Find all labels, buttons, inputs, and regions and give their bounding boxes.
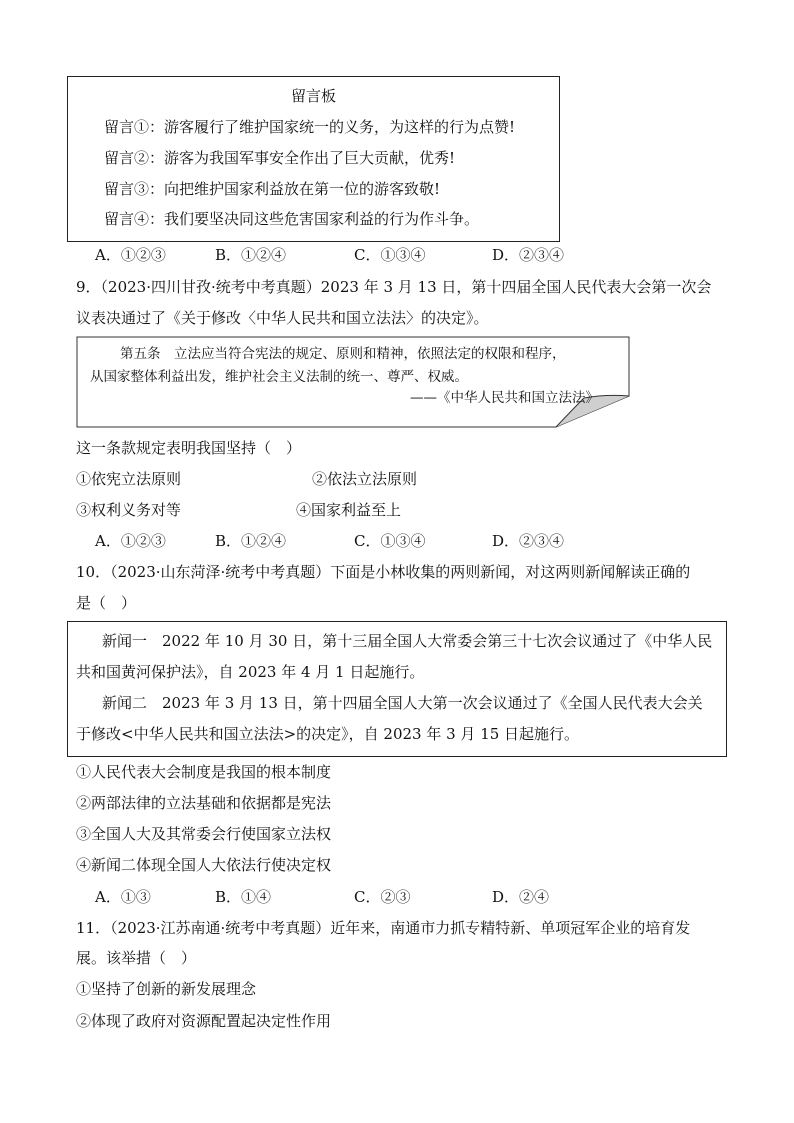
q10-item-1: ①人民代表大会制度是我国的根本制度 xyxy=(76,763,332,781)
news-1-line-2: 共和国黄河保护法》，自 2023 年 4 月 1 日起施行。 xyxy=(76,663,425,681)
news-2-line-1: 新闻二 2023 年 3 月 13 日，第十四届全国人大第一次会议通过了《全国人民代表大会关 xyxy=(102,694,703,712)
q10-stem-line-1: 10．（2023·山东菏泽·统考中考真题）下面是小林收集的两则新闻，对这两则新闻解读正确的 xyxy=(76,563,691,581)
q8-option-b[interactable]: B．①②④ xyxy=(215,246,287,264)
q9-quote-note xyxy=(76,336,632,428)
q8-option-c[interactable]: C．①③④ xyxy=(354,246,426,264)
q10-news-box xyxy=(67,621,727,757)
message-2: 留言②：游客为我国军事安全作出了巨大贡献，优秀! xyxy=(104,149,456,167)
q10-item-3: ③全国人大及其常委会行使国家立法权 xyxy=(76,825,332,843)
message-1: 留言①：游客履行了维护国家统一的义务，为这样的行为点赞! xyxy=(104,118,516,136)
q9-option-d[interactable]: D．②③④ xyxy=(492,532,565,550)
q8-option-d[interactable]: D．②③④ xyxy=(492,246,565,264)
q11-stem-line-1: 11．（2023·江苏南通·统考中考真题）近年来，南通市力抓专精特新、单项冠军企业的培育发 xyxy=(76,919,691,937)
q11-item-2: ②体现了政府对资源配置起决定性作用 xyxy=(76,1012,332,1030)
q9-stem-line-1: 9．（2023·四川甘孜·统考中考真题）2023 年 3 月 13 日，第十四届全国人民代表大会第一次会 xyxy=(76,278,712,296)
q9-item-1: ①依宪立法原则 xyxy=(76,470,182,488)
q9-stem-line-2: 议表决通过了《关于修改〈中华人民共和国立法法〉的决定》。 xyxy=(76,309,489,327)
q9-question: 这一条款规定表明我国坚持（ ） xyxy=(76,439,302,457)
q10-item-4: ④新闻二体现全国人大依法行使决定权 xyxy=(76,856,332,874)
message-board xyxy=(67,76,560,242)
q9-item-2: ②依法立法原则 xyxy=(312,470,418,488)
q9-quote-line-2: 从国家整体利益出发，维护社会主义法制的统一、尊严、权威。 xyxy=(90,369,468,385)
q9-quote-line-1: 第五条 立法应当符合宪法的规定、原则和精神，依照法定的权限和程序， xyxy=(120,346,566,362)
q10-option-a[interactable]: A．①③ xyxy=(95,888,151,906)
q10-option-c[interactable]: C．②③ xyxy=(354,888,411,906)
q9-quote-source: ——《中华人民共和国立法法》 xyxy=(410,390,599,406)
message-4: 留言④：我们要坚决同这些危害国家利益的行为作斗争。 xyxy=(104,210,480,228)
news-1-line-1: 新闻一 2022 年 10 月 30 日，第十三届全国人大常委会第三十七次会议通过了《中华人民 xyxy=(102,632,713,650)
q9-option-b[interactable]: B．①②④ xyxy=(215,532,287,550)
q10-item-2: ②两部法律的立法基础和依据都是宪法 xyxy=(76,794,332,812)
q9-option-a[interactable]: A．①②③ xyxy=(95,532,166,550)
message-3: 留言③：向把维护国家利益放在第一位的游客致敬! xyxy=(104,180,441,198)
q9-item-3: ③权利义务对等 xyxy=(76,501,182,519)
q10-stem-line-2: 是（ ） xyxy=(76,594,137,612)
message-board-title: 留言板 xyxy=(290,87,336,105)
news-2-line-2: 于修改<中华人民共和国立法法>的决定》，自 2023 年 3 月 15 日起施行。 xyxy=(76,725,580,743)
q11-stem-line-2: 展。该举措（ ） xyxy=(76,949,197,967)
q8-option-a[interactable]: A．①②③ xyxy=(95,246,166,264)
q10-option-d[interactable]: D．②④ xyxy=(492,888,550,906)
q11-item-1: ①坚持了创新的新发展理念 xyxy=(76,980,257,998)
q9-option-c[interactable]: C．①③④ xyxy=(354,532,426,550)
q10-option-b[interactable]: B．①④ xyxy=(215,888,272,906)
q9-item-4: ④国家利益至上 xyxy=(296,501,402,519)
